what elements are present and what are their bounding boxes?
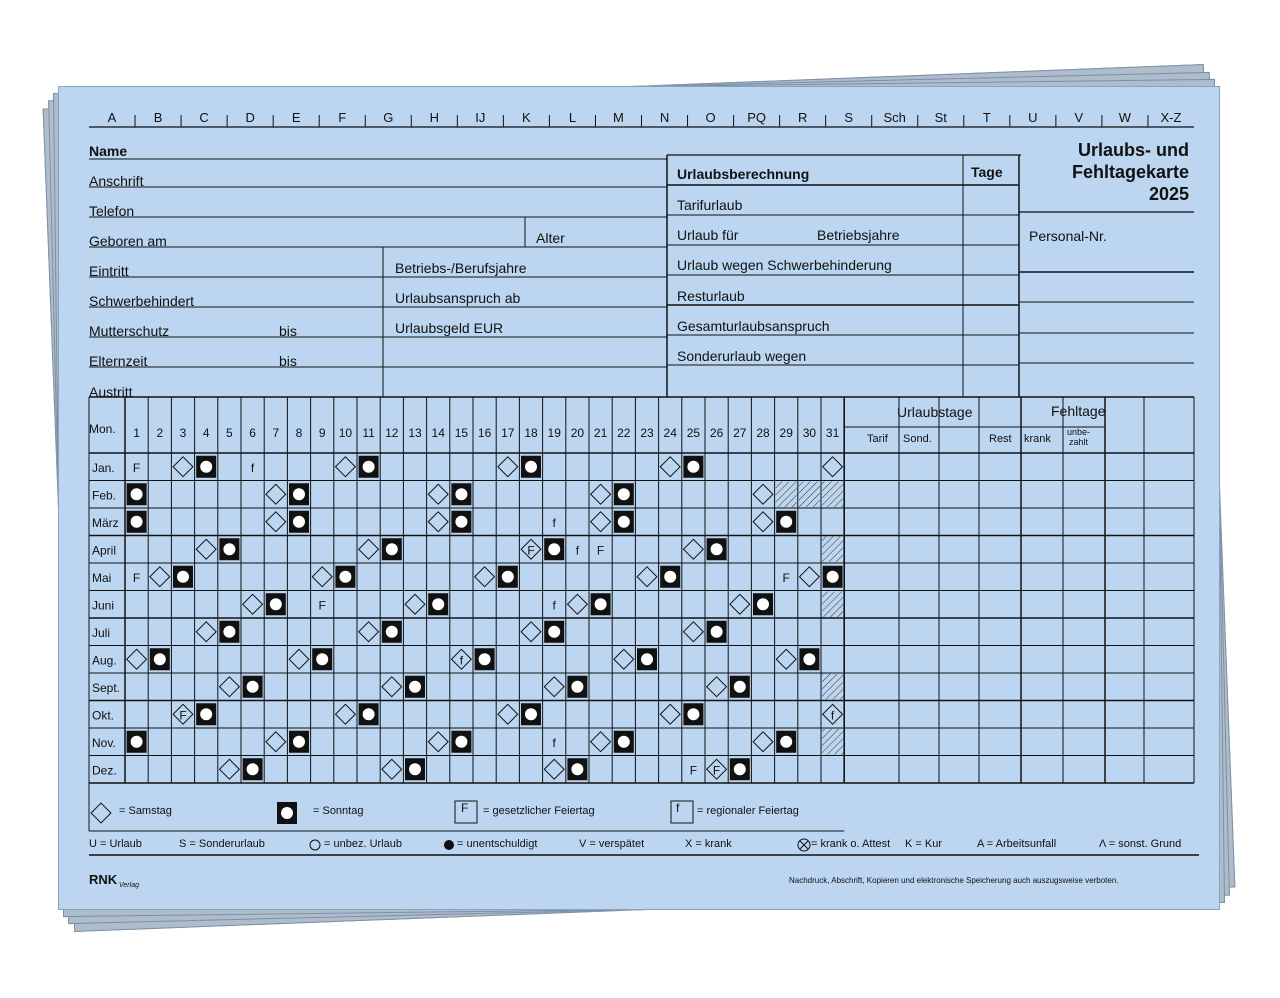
sunday-marker-dot: [200, 708, 212, 720]
title-year: 2025: [1148, 184, 1189, 204]
regional-holiday-marker: f: [459, 653, 464, 668]
austritt-label: Austritt: [89, 384, 133, 400]
alphabet-tab-Sch: Sch: [883, 110, 906, 125]
saturday-marker: [336, 457, 356, 477]
sunday-marker-dot: [247, 681, 259, 693]
sunday-marker-dot: [780, 516, 792, 528]
sunday-marker-dot: [455, 488, 467, 500]
month-label: Dez.: [92, 763, 117, 778]
alphabet-tab-K: K: [522, 110, 531, 125]
urlaubsberechnung-header: Urlaubsberechnung: [677, 166, 810, 182]
sunday-marker-dot: [525, 708, 537, 720]
legend-urlaub: U = Urlaub: [89, 838, 142, 850]
alter-label: Alter: [536, 230, 565, 246]
sunday-marker-dot: [455, 736, 467, 748]
legend-krank: X = krank: [685, 838, 732, 850]
saturday-marker: [382, 677, 402, 697]
sunday-marker-dot: [200, 461, 212, 473]
alphabet-tab-B: B: [153, 110, 163, 125]
alphabet-tab-A: A: [107, 110, 117, 125]
geboren-label: Geboren am: [89, 233, 167, 249]
day-number-23: 23: [640, 426, 654, 440]
elternzeit-bis: bis: [279, 353, 297, 369]
sunday-marker-dot: [664, 571, 676, 583]
alphabet-tab-G: G: [383, 110, 394, 125]
sub-sond: Sond.: [903, 433, 932, 445]
sunday-marker-dot: [780, 736, 792, 748]
ub-row-sonder: Sonderurlaub wegen: [677, 348, 807, 364]
elternzeit-label: Elternzeit: [89, 353, 148, 369]
legend-verspaetet: V = verspätet: [579, 838, 645, 850]
saturday-marker: [544, 677, 564, 697]
sunday-marker-dot: [525, 461, 537, 473]
saturday-marker: [173, 457, 193, 477]
regional-holiday-marker: f: [134, 735, 139, 750]
legend-open-circle: [310, 840, 320, 850]
mon-label: Mon.: [89, 422, 116, 436]
sunday-marker-dot: [479, 653, 491, 665]
saturday-marker: [266, 732, 286, 752]
legend-samstag: = Samstag: [119, 805, 172, 817]
legend-sonderurlaub: S = Sonderurlaub: [179, 838, 265, 850]
saturday-marker: [243, 594, 263, 614]
sunday-marker-dot: [154, 653, 166, 665]
day-number-20: 20: [570, 426, 585, 440]
sunday-marker-dot: [386, 626, 398, 638]
sunday-marker-dot: [409, 763, 421, 775]
legend-arbeitsunfall: A = Arbeitsunfall: [977, 838, 1057, 850]
sunday-marker-dot: [548, 626, 560, 638]
sunday-marker-dot: [293, 736, 305, 748]
saturday-marker: [220, 677, 240, 697]
sub-krank: krank: [1024, 433, 1051, 445]
card-grid: [59, 87, 1219, 909]
legend-kur: K = Kur: [905, 838, 942, 850]
ub-row-gesamt: Gesamturlaubsanspruch: [677, 318, 830, 334]
alphabet-tab-F: F: [338, 110, 347, 125]
legend-filled-circle: [444, 840, 454, 850]
saturday-marker: [312, 567, 332, 587]
invalid-day: [822, 729, 843, 755]
saturday-marker: [684, 539, 704, 559]
saturday-marker: [150, 567, 170, 587]
day-number-26: 26: [709, 426, 724, 440]
day-number-11: 11: [362, 426, 375, 440]
day-number-9: 9: [318, 426, 326, 440]
regional-holiday-marker: f: [575, 543, 580, 558]
tage-header: Tage: [971, 164, 1003, 180]
month-label: Juni: [92, 598, 115, 613]
sunday-marker-dot: [548, 543, 560, 555]
saturday-marker: [428, 484, 448, 504]
month-label: Aug.: [92, 653, 117, 668]
saturday-marker: [637, 567, 657, 587]
sunday-marker-dot: [687, 708, 699, 720]
legend-sonst: Λ = sonst. Grund: [1099, 838, 1182, 850]
sunday-marker-dot: [734, 681, 746, 693]
saturday-marker: [196, 622, 216, 642]
rnk-logo: RNK: [89, 872, 118, 887]
invalid-day: [822, 482, 843, 508]
day-number-7: 7: [272, 426, 280, 440]
alphabet-tab-IJ: IJ: [475, 110, 486, 125]
alphabet-tab-L: L: [568, 110, 577, 125]
saturday-marker: [776, 649, 796, 669]
saturday-marker: [475, 567, 495, 587]
sunday-marker-dot: [803, 653, 815, 665]
day-number-17: 17: [501, 426, 515, 440]
day-number-22: 22: [617, 426, 631, 440]
legend-krank-o-attest: = krank o. Attest: [811, 838, 891, 850]
day-number-15: 15: [454, 426, 469, 440]
rnk-logo-sub: Verlag: [119, 882, 139, 889]
day-number-30: 30: [802, 426, 817, 440]
month-label: April: [92, 543, 117, 558]
legend-unbez: = unbez. Urlaub: [324, 838, 402, 850]
saturday-marker: [428, 512, 448, 532]
legend-regional: = regionaler Feiertag: [697, 805, 799, 817]
sunday-marker-dot: [757, 598, 769, 610]
day-number-29: 29: [779, 426, 793, 440]
alphabet-tab-H: H: [429, 110, 440, 125]
invalid-day: [776, 482, 797, 508]
public-holiday-marker: F: [689, 763, 698, 778]
day-number-27: 27: [733, 426, 747, 440]
sunday-marker-dot: [363, 461, 375, 473]
mutterschutz-bis: bis: [279, 323, 297, 339]
sunday-marker-dot: [131, 516, 143, 528]
alphabet-tab-St: St: [934, 110, 947, 125]
public-holiday-marker: F: [132, 460, 141, 475]
sunday-marker-dot: [618, 516, 630, 528]
sunday-marker-dot: [223, 543, 235, 555]
saturday-marker: [753, 484, 773, 504]
saturday-marker: [498, 704, 518, 724]
invalid-day: [822, 592, 843, 618]
day-number-6: 6: [249, 426, 256, 440]
alphabet-tab-U: U: [1028, 110, 1038, 125]
copyright-notice: Nachdruck, Abschrift, Kopieren und elektronische Speicherung auch auszugsweise verboten.: [789, 876, 1119, 885]
public-holiday-marker: F: [318, 598, 326, 613]
regional-holiday-marker: f: [552, 735, 556, 750]
alphabet-tab-D: D: [245, 110, 255, 125]
personal-nr-label: Personal-Nr.: [1029, 228, 1107, 244]
day-number-31: 31: [825, 426, 840, 440]
saturday-marker: [591, 484, 611, 504]
saturday-marker: [568, 594, 588, 614]
eintritt-label: Eintritt: [89, 263, 129, 279]
alphabet-tab-W: W: [1118, 110, 1132, 125]
legend-f-box: [671, 801, 693, 823]
saturday-marker: [91, 803, 111, 823]
sunday-marker-dot: [409, 681, 421, 693]
saturday-marker: [800, 567, 820, 587]
day-number-1: 1: [133, 426, 140, 440]
mutterschutz-label: Mutterschutz: [89, 323, 170, 339]
sunday-marker-dot: [281, 807, 293, 819]
saturday-marker: [127, 649, 147, 669]
sunday-marker-dot: [270, 598, 282, 610]
saturday-marker: [823, 457, 843, 477]
invalid-day: [822, 674, 843, 700]
sunday-marker-dot: [177, 571, 189, 583]
regional-holiday-marker: f: [297, 515, 301, 530]
sunday-marker-dot: [641, 653, 653, 665]
sub-unbe: unbe-: [1067, 427, 1091, 437]
legend-feiertag: = gesetzlicher Feiertag: [483, 805, 595, 817]
alphabet-tab-R: R: [797, 110, 808, 125]
regional-holiday-marker: f: [250, 460, 255, 475]
saturday-marker: [405, 594, 425, 614]
saturday-marker: [753, 512, 773, 532]
sub-zahlt: zahlt: [1069, 437, 1089, 447]
month-label: Juli: [92, 626, 111, 640]
sunday-marker-dot: [223, 626, 235, 638]
anschrift-label: Anschrift: [89, 173, 144, 189]
alphabet-tab-T: T: [982, 110, 991, 125]
sub-tarif: Tarif: [867, 433, 888, 445]
betriebsjahre-label: Betriebs-/Berufsjahre: [395, 260, 527, 276]
sunday-marker-dot: [595, 598, 607, 610]
day-number-8: 8: [295, 426, 303, 440]
alphabet-tab-O: O: [705, 110, 716, 125]
day-number-3: 3: [179, 426, 187, 440]
saturday-marker: [266, 512, 286, 532]
saturday-marker: [753, 732, 773, 752]
saturday-marker: [684, 622, 704, 642]
day-number-21: 21: [593, 426, 608, 440]
saturday-marker: [359, 539, 379, 559]
public-holiday-marker: F: [596, 543, 605, 558]
sunday-marker-dot: [316, 653, 328, 665]
public-holiday-marker: F: [527, 543, 535, 558]
public-holiday-marker: F: [179, 708, 187, 723]
vacation-card: [58, 86, 1220, 910]
day-number-28: 28: [756, 426, 770, 440]
legend-sonntag: = Sonntag: [313, 805, 364, 817]
day-number-5: 5: [226, 426, 233, 440]
day-number-2: 2: [156, 426, 164, 440]
month-label: März: [92, 516, 119, 530]
saturday-marker: [591, 512, 611, 532]
title-line2: Fehltagekarte: [1071, 162, 1189, 182]
sunday-marker-dot: [293, 488, 305, 500]
urlaubsanspruch-label: Urlaubsanspruch ab: [395, 290, 521, 306]
regional-holiday-marker: f: [575, 680, 580, 695]
sunday-marker-dot: [571, 763, 583, 775]
saturday-marker: [521, 622, 541, 642]
fehltage-header: Fehltage: [1051, 403, 1106, 419]
saturday-marker: [196, 539, 216, 559]
ub-row-urlaub-fuer: Urlaub für: [677, 227, 739, 243]
legend-unentschuldigt: = unentschuldigt: [457, 838, 538, 850]
telefon-label: Telefon: [89, 203, 135, 219]
saturday-marker: [660, 704, 680, 724]
regional-holiday-marker: f: [552, 515, 556, 530]
name-label: Name: [89, 143, 128, 159]
ub-row-rest: Resturlaub: [677, 288, 745, 304]
saturday-marker: [707, 677, 727, 697]
month-label: Nov.: [92, 736, 116, 750]
alphabet-tab-X-Z: X-Z: [1160, 110, 1182, 125]
saturday-marker: [359, 622, 379, 642]
day-number-14: 14: [431, 426, 445, 440]
alphabet-tab-S: S: [844, 110, 854, 125]
public-holiday-marker: F: [132, 570, 141, 585]
month-label: Jan.: [92, 461, 115, 475]
saturday-marker: [498, 457, 518, 477]
month-label: Mai: [92, 571, 112, 585]
month-label: Okt.: [92, 708, 115, 723]
saturday-marker: [266, 484, 286, 504]
legend-f: f: [676, 801, 680, 815]
alphabet-tab-N: N: [659, 110, 670, 125]
alphabet-tab-C: C: [199, 110, 209, 125]
sunday-marker-dot: [618, 488, 630, 500]
schwerbehindert-label: Schwerbehindert: [89, 293, 195, 309]
sunday-marker-dot: [455, 516, 467, 528]
day-number-10: 10: [338, 426, 353, 440]
sunday-marker-dot: [827, 571, 839, 583]
invalid-day: [822, 537, 843, 563]
sunday-marker-dot: [432, 598, 444, 610]
sunday-marker-dot: [363, 708, 375, 720]
regional-holiday-marker: f: [830, 708, 835, 723]
sunday-marker-dot: [131, 488, 143, 500]
ub-betriebsjahre: Betriebsjahre: [817, 227, 900, 243]
regional-holiday-marker: f: [552, 598, 556, 613]
ub-row-schwerbeh: Urlaub wegen Schwerbehinderung: [677, 257, 892, 273]
saturday-marker: [336, 704, 356, 724]
day-number-19: 19: [547, 426, 561, 440]
public-holiday-marker: F: [712, 763, 721, 778]
saturday-marker: [591, 732, 611, 752]
card-title: [1072, 139, 1189, 205]
day-number-13: 13: [408, 426, 422, 440]
saturday-marker: [289, 649, 309, 669]
sunday-marker-dot: [711, 543, 723, 555]
sunday-marker-dot: [687, 461, 699, 473]
month-label: Sept.: [92, 681, 121, 695]
saturday-marker: [220, 759, 240, 779]
sunday-marker-dot: [339, 571, 351, 583]
month-label: Feb.: [92, 488, 117, 503]
alphabet-tab-V: V: [1074, 110, 1084, 125]
saturday-marker: [428, 732, 448, 752]
sunday-marker-dot: [734, 763, 746, 775]
sunday-marker-dot: [618, 736, 630, 748]
urlaubsgeld-label: Urlaubsgeld EUR: [395, 320, 504, 336]
day-number-12: 12: [385, 426, 399, 440]
day-number-16: 16: [477, 426, 492, 440]
sub-rest: Rest: [989, 433, 1012, 445]
alphabet-tab-E: E: [291, 110, 301, 125]
saturday-marker: [382, 759, 402, 779]
day-number-4: 4: [202, 426, 210, 440]
ub-row-tarif: Tarifurlaub: [677, 197, 743, 213]
saturday-marker: [660, 457, 680, 477]
day-number-18: 18: [524, 426, 538, 440]
sunday-marker-dot: [711, 626, 723, 638]
urlaubstage-header: Urlaubstage: [897, 404, 973, 420]
saturday-marker: [730, 594, 750, 614]
public-holiday-marker: F: [782, 570, 790, 585]
legend-F: F: [461, 801, 469, 815]
alphabet-tab-PQ: PQ: [747, 110, 767, 125]
sunday-marker-dot: [247, 763, 259, 775]
day-number-25: 25: [686, 426, 701, 440]
title-line1: Urlaubs- und: [1078, 140, 1189, 160]
saturday-marker: [614, 649, 634, 669]
saturday-marker: [544, 759, 564, 779]
sunday-marker-dot: [502, 571, 514, 583]
alphabet-tab-M: M: [613, 110, 624, 125]
sunday-marker-dot: [386, 543, 398, 555]
day-number-24: 24: [663, 426, 677, 440]
invalid-day: [799, 482, 820, 508]
